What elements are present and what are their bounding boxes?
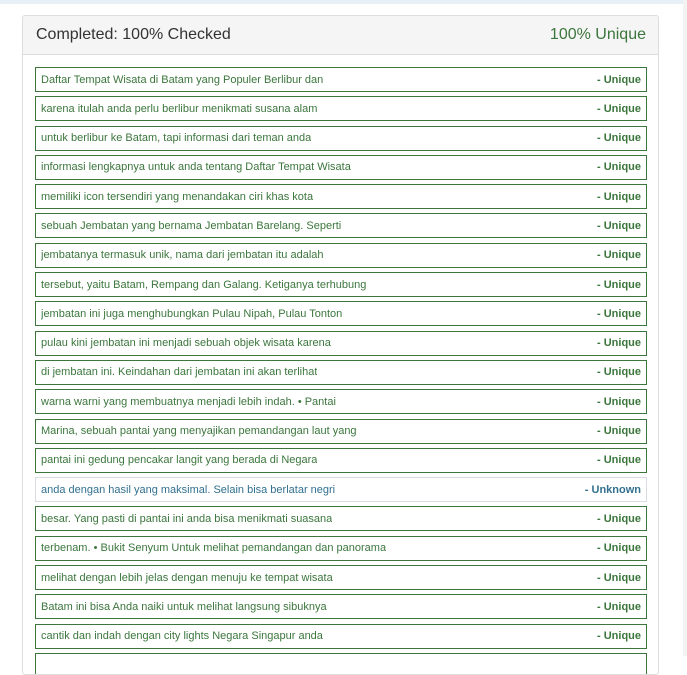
result-row[interactable]	[35, 653, 647, 675]
sentence-text: melihat dengan lebih jelas dengan menuju ke tempat wisata	[41, 571, 333, 584]
unique-status-label: - Unique	[597, 630, 641, 643]
result-row[interactable]	[35, 272, 647, 297]
result-row[interactable]	[35, 96, 647, 121]
sentence-text: pantai ini gedung pencakar langit yang berada di Negara	[41, 454, 318, 467]
result-row[interactable]	[35, 126, 647, 151]
unique-status-label: - Unique	[597, 161, 641, 174]
panel-header	[23, 16, 658, 55]
result-row[interactable]	[35, 506, 647, 531]
result-row[interactable]	[35, 301, 647, 326]
uniqueness-summary: 100% Unique	[549, 26, 646, 43]
unique-status-label: - Unique	[597, 542, 641, 555]
completion-title: Completed: 100% Checked	[36, 26, 231, 43]
result-row[interactable]	[35, 624, 647, 649]
top-strip	[0, 0, 687, 4]
result-row[interactable]	[35, 155, 647, 180]
result-row[interactable]	[35, 389, 647, 414]
result-list	[23, 55, 658, 675]
result-row[interactable]	[35, 243, 647, 268]
sentence-text: di jembatan ini. Keindahan dari jembatan ini akan terlihat	[41, 366, 318, 379]
unique-status-label: - Unique	[597, 190, 641, 203]
sentence-text: tersebut, yaitu Batam, Rempang dan Galang. Ketiganya terhubung	[41, 278, 367, 291]
result-row[interactable]	[35, 213, 647, 238]
result-row[interactable]	[35, 594, 647, 619]
sentence-text: jembatan ini juga menghubungkan Pulau Nipah, Pulau Tonton	[41, 307, 343, 320]
result-row[interactable]	[35, 331, 647, 356]
sentence-text: cantik dan indah dengan city lights Negara Singapur anda	[41, 630, 323, 643]
sentence-text: sebuah Jembatan yang bernama Jembatan Barelang. Seperti	[41, 219, 342, 232]
result-row[interactable]	[35, 419, 647, 444]
unique-status-label: - Unique	[597, 102, 641, 115]
sentence-text: informasi lengkapnya untuk anda tentang Daftar Tempat Wisata	[41, 161, 351, 174]
sentence-text: besar. Yang pasti di pantai ini anda bisa menikmati suasana	[41, 512, 333, 525]
results-panel	[22, 15, 659, 675]
unique-status-label: - Unique	[597, 454, 641, 467]
unique-status-label: - Unique	[597, 132, 641, 145]
unique-status-label: - Unique	[597, 571, 641, 584]
unique-status-label: - Unique	[597, 512, 641, 525]
result-row[interactable]	[35, 184, 647, 209]
unique-status-label: - Unique	[597, 600, 641, 613]
sentence-text: Marina, sebuah pantai yang menyajikan pemandangan laut yang	[41, 425, 357, 438]
unknown-status-label: - Unknown	[584, 483, 641, 496]
sentence-text: karena itulah anda perlu berlibur menikmati susana alam	[41, 102, 318, 115]
unique-status-label: - Unique	[597, 337, 641, 350]
result-row[interactable]	[35, 360, 647, 385]
sentence-text: warna warni yang membuatnya menjadi lebih indah. • Pantai	[41, 395, 336, 408]
sentence-text: anda dengan hasil yang maksimal. Selain bisa berlatar negri	[41, 483, 336, 496]
sentence-text: pulau kini jembatan ini menjadi sebuah objek wisata karena	[41, 337, 331, 350]
result-row[interactable]	[35, 448, 647, 473]
sentence-text: Batam ini bisa Anda naiki untuk melihat langsung sibuknya	[41, 600, 327, 613]
sentence-text: Daftar Tempat Wisata di Batam yang Populer Berlibur dan	[41, 73, 324, 86]
unique-status-label: - Unique	[597, 278, 641, 291]
scrollbar-track[interactable]	[683, 0, 687, 656]
unique-status-label: - Unique	[597, 73, 641, 86]
result-row[interactable]	[35, 565, 647, 590]
sentence-text: untuk berlibur ke Batam, tapi informasi dari teman anda	[41, 132, 312, 145]
sentence-text: terbenam. • Bukit Senyum Untuk melihat pemandangan dan panorama	[41, 542, 387, 555]
result-row[interactable]	[35, 67, 647, 92]
sentence-text: jembatanya termasuk unik, nama dari jembatan itu adalah	[41, 249, 324, 262]
result-row[interactable]	[35, 477, 647, 502]
sentence-text: memiliki icon tersendiri yang menandakan ciri khas kota	[41, 190, 314, 203]
unique-status-label: - Unique	[597, 425, 641, 438]
unique-status-label: - Unique	[597, 219, 641, 232]
unique-status-label: - Unique	[597, 395, 641, 408]
unique-status-label: - Unique	[597, 366, 641, 379]
result-row[interactable]	[35, 536, 647, 561]
unique-status-label: - Unique	[597, 307, 641, 320]
unique-status-label: - Unique	[597, 249, 641, 262]
